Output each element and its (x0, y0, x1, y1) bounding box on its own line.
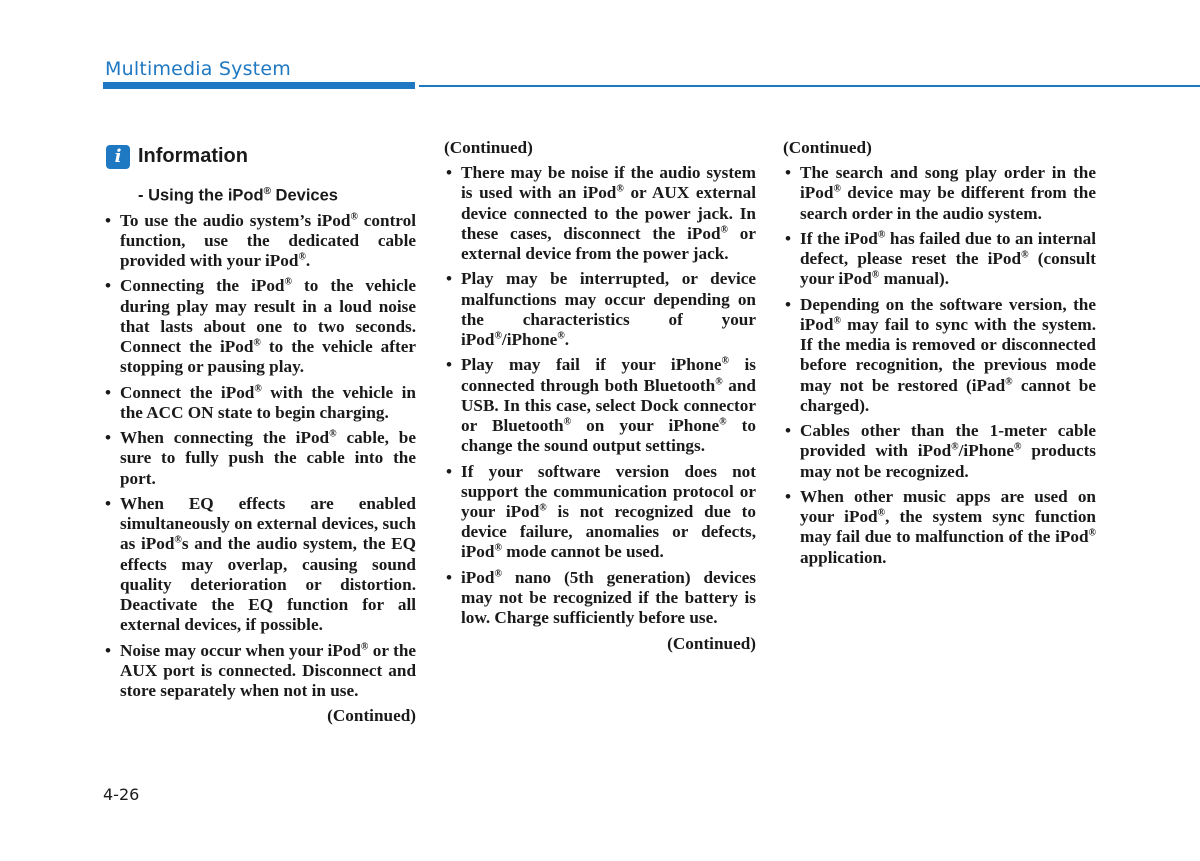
continued-label: (Continued) (783, 138, 872, 157)
column-1 (103, 138, 416, 727)
header-rule-thin (419, 85, 1200, 87)
list-item: • There may be noise if the audio system is used with an iPod® or AUX external device connected to the power jack. In these cases, disconnect the iPod® or external device from the power jack. (444, 163, 756, 264)
list-item: • The search and song play order in the iPod® device may be different from the search order in the audio system. (783, 163, 1096, 224)
column-3 (783, 138, 1096, 573)
list-item: • iPod® nano (5th generation) devices may not be recognized if the battery is low. Charge sufficiently before use. (444, 568, 756, 629)
list-item: • To use the audio system’s iPod® control function, use the dedicated cable provided with your iPod®. (103, 211, 416, 272)
list-item: • Depending on the software version, the iPod® may fail to sync with the system. If the media is removed or disconnected before recognition, the previous mode may not be restored (iPad® cannot be charged). (783, 295, 1096, 416)
subtitle-text-end: Devices (270, 186, 338, 205)
list-item: • Cables other than the 1-meter cable provided with iPod®/iPhone® products may not be recognized. (783, 421, 1096, 482)
list-item: • When other music apps are used on your iPod®, the system sync function may fail due to malfunction of the iPod® application. (783, 487, 1096, 568)
list-item: • When connecting the iPod® cable, be sure to fully push the cable into the port. (103, 428, 416, 489)
list-item: • If the iPod® has failed due to an internal defect, please reset the iPod® (consult your iPod® manual). (783, 229, 1096, 290)
information-title: Information (138, 145, 248, 167)
section-title: Multimedia System (105, 58, 291, 80)
list-item: • Connect the iPod® with the vehicle in the ACC ON state to begin charging. (103, 383, 416, 423)
bullet-list (103, 211, 416, 702)
registered-mark: ® (263, 186, 271, 197)
list-item: • If your software version does not support the communication protocol or your iPod® is not recognized due to device failure, anomalies or defects, iPod® mode cannot be used. (444, 462, 756, 563)
bullet-list (444, 163, 756, 628)
list-item: • Noise may occur when your iPod® or the AUX port is connected. Disconnect and store separately when not in use. (103, 641, 416, 702)
subtitle-text: - Using the iPod (138, 186, 264, 205)
column-2 (444, 138, 756, 654)
list-item: • Connecting the iPod® to the vehicle during play may result in a loud noise that lasts about one to two seconds. Connect the iPod® to the vehicle after stopping or pausing play. (103, 276, 416, 377)
continued-label: (Continued) (444, 138, 533, 157)
continued-label: (Continued) (327, 706, 416, 726)
list-item: • Play may be interrupted, or device malfunctions may occur depending on the characteristics of your iPod®/iPhone®. (444, 269, 756, 350)
bullet-list (783, 163, 1096, 568)
information-heading (103, 138, 416, 182)
list-item: • When EQ effects are enabled simultaneously on external devices, such as iPod®s and the audio system, the EQ effects may overlap, causing sound quality deterioration or distortion. Deactivate the EQ function for all external devices, if possible. (103, 494, 416, 635)
continued-label: (Continued) (667, 633, 756, 653)
header-rule-thick (103, 82, 415, 89)
page-number: 4-26 (103, 785, 140, 804)
information-subtitle (138, 182, 416, 206)
list-item: • Play may fail if your iPhone® is connected through both Bluetooth® and USB. In this case, select Dock connector or Bluetooth® on your iPhone® to change the sound output settings. (444, 355, 756, 456)
information-icon: i (106, 145, 130, 169)
